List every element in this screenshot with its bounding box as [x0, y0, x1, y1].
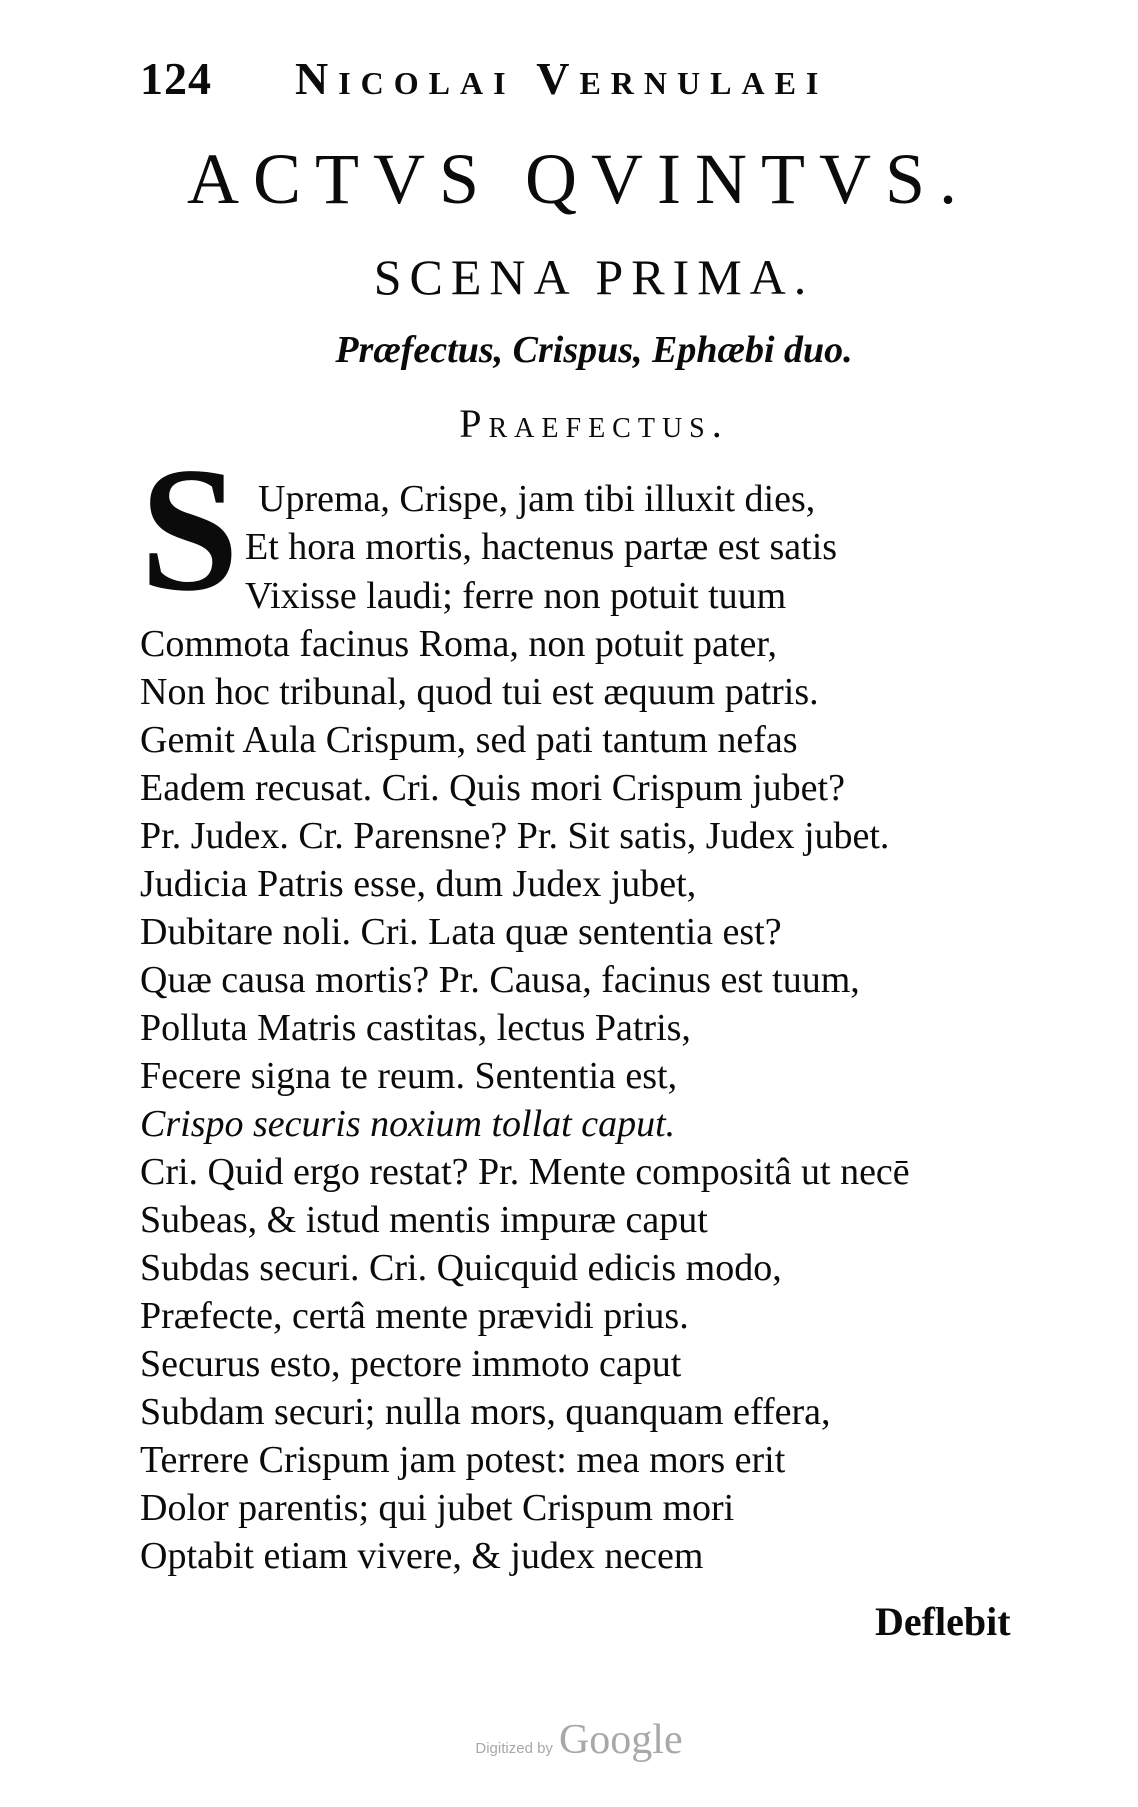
verse-line: Et hora mortis, hactenus partæ est satis — [245, 526, 838, 568]
digitized-watermark — [0, 1716, 1138, 1764]
verse-line: Pr. Judex. Cr. Parensne? Pr. Sit satis, Judex jubet. — [140, 815, 890, 857]
verse-line: Securus esto, pectore immoto caput — [140, 1343, 682, 1385]
speaker-name: Praefectus. — [459, 401, 729, 446]
verse-line: Polluta Matris castitas, lectus Patris, — [140, 1007, 691, 1049]
page-number: 124 — [140, 53, 212, 104]
author-heading: Nicolai Vernulaei — [295, 53, 829, 104]
watermark-small-text: Digitized by — [475, 1740, 553, 1757]
verse-line: Fecere signa te reum. Sententia est, — [140, 1055, 678, 1097]
verse-line: Optabit etiam vivere, & judex necem — [140, 1535, 704, 1577]
verse-line: Vixisse laudi; ferre non potuit tuum — [245, 575, 787, 617]
verse-line: Quæ causa mortis? Pr. Causa, facinus est tuum, — [140, 959, 860, 1001]
google-logo: Google — [558, 1717, 683, 1763]
scene-title: SCENA PRIMA. — [373, 249, 815, 305]
dramatis-personae: Præfectus, Crispus, Ephæbi duo. — [335, 329, 853, 371]
verse-line: Judicia Patris esse, dum Judex jubet, — [140, 863, 697, 905]
verse-line: Commota facinus Roma, non potuit pater, — [140, 623, 777, 665]
verse-line: Dolor parentis; qui jubet Crispum mori — [140, 1487, 735, 1529]
running-head — [140, 52, 940, 108]
verse-line: Subdas securi. Cri. Quicquid edicis modo, — [140, 1247, 782, 1289]
act-title: ACTVS QVINTVS. — [186, 139, 972, 219]
verse-line: Terrere Crispum jam potest: mea mors erit — [140, 1439, 786, 1481]
verse-line: Subeas, & istud mentis impuræ caput — [140, 1199, 708, 1241]
verse-line: Uprema, Crispe, jam tibi illuxit dies, — [258, 478, 816, 520]
verse-line: Eadem recusat. Cri. Quis mori Crispum jubet? — [140, 767, 845, 809]
verse-line: Gemit Aula Crispum, sed pati tantum nefas — [140, 719, 798, 761]
verse-line: Dubitare noli. Cri. Lata quæ sententia est? — [140, 911, 782, 953]
verse-line: Subdam securi; nulla mors, quanquam effera, — [140, 1391, 831, 1433]
drop-cap: S — [140, 430, 239, 628]
verse-line: Non hoc tribunal, quod tui est æquum patris. — [140, 671, 819, 713]
sentence-line: Crispo securis noxium tollat caput. — [140, 1103, 676, 1145]
verse-line: Præfecte, certâ mente prævidi prius. — [140, 1295, 689, 1337]
catchword: Deflebit — [875, 1599, 1011, 1644]
verse-line: Cri. Quid ergo restat? Pr. Mente compositâ ut necē — [140, 1151, 910, 1193]
